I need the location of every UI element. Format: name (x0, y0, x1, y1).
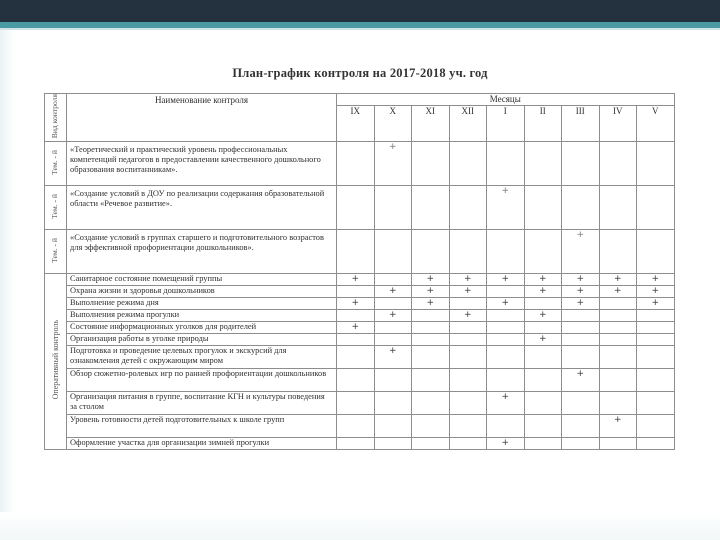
month-cell (374, 274, 412, 286)
month-header: III (562, 106, 600, 142)
month-cell: + (524, 286, 562, 298)
month-cell: + (487, 274, 525, 286)
control-name: Выполнение режима дня (67, 298, 337, 310)
slide-top-bar (0, 0, 720, 22)
month-header: II (524, 106, 562, 142)
month-cell (599, 322, 637, 334)
month-cell (599, 310, 637, 322)
month-header: IV (599, 106, 637, 142)
month-cell (412, 334, 450, 346)
month-header: IX (337, 106, 375, 142)
month-cell (599, 142, 637, 186)
month-cell (637, 438, 675, 450)
month-cell (562, 392, 600, 415)
month-cell: + (374, 286, 412, 298)
slide-accent-stripe-thin (0, 28, 720, 30)
month-cell: + (449, 310, 487, 322)
month-cell (487, 369, 525, 392)
month-cell (524, 392, 562, 415)
month-cell: + (337, 274, 375, 286)
month-cell (487, 142, 525, 186)
month-cell (374, 438, 412, 450)
month-cell: + (337, 298, 375, 310)
month-cell (487, 322, 525, 334)
month-cell (449, 298, 487, 310)
month-cell: + (449, 274, 487, 286)
month-cell: + (562, 369, 600, 392)
month-cell (337, 438, 375, 450)
month-cell (524, 346, 562, 369)
document-title: План-график контроля на 2017-2018 уч. год (232, 66, 488, 80)
month-cell (562, 415, 600, 438)
month-cell (599, 298, 637, 310)
table-row (45, 286, 675, 298)
month-cell: + (449, 286, 487, 298)
month-cell (412, 438, 450, 450)
table-body (45, 142, 675, 450)
month-cell: + (562, 230, 600, 274)
month-cell (524, 186, 562, 230)
month-cell: + (374, 310, 412, 322)
month-cell: + (562, 274, 600, 286)
control-name: Оформление участка для организации зимней прогулки (67, 438, 337, 450)
month-header: XII (449, 106, 487, 142)
month-cell: + (599, 415, 637, 438)
control-name: Санитарное состояние помещений группы (67, 274, 337, 286)
month-cell (637, 310, 675, 322)
month-cell (637, 142, 675, 186)
month-cell (524, 415, 562, 438)
table-row (45, 186, 675, 230)
month-cell (412, 186, 450, 230)
control-name: Подготовка и проведение целевых прогулок и экскурсий для ознакомления детей с окружающим миром (67, 346, 337, 369)
month-cell (449, 392, 487, 415)
month-cell (449, 346, 487, 369)
month-cell (337, 334, 375, 346)
control-name: «Создание условий в группах старшего и подготовительного возрастов для эффективной профориентации дошкольников». (67, 230, 337, 274)
table-row (45, 274, 675, 286)
month-cell (599, 186, 637, 230)
table-row (45, 298, 675, 310)
month-cell: + (562, 286, 600, 298)
table-row (45, 230, 675, 274)
month-cell (374, 298, 412, 310)
month-cell: + (524, 274, 562, 286)
thematic-type-cell: Тем. - й (45, 186, 67, 230)
month-cell (374, 186, 412, 230)
table-row (45, 392, 675, 415)
month-header: XI (412, 106, 450, 142)
month-cell: + (637, 298, 675, 310)
control-name: Организация питания в группе, воспитание КГН и культуры поведения за столом (67, 392, 337, 415)
month-cell: + (599, 274, 637, 286)
month-cell (337, 186, 375, 230)
month-cell: + (487, 438, 525, 450)
month-cell (524, 298, 562, 310)
month-cell (412, 346, 450, 369)
control-name: Выполнения режима прогулки (67, 310, 337, 322)
control-name: «Создание условий в ДОУ по реализации содержания образовательной области «Речевое развитие». (67, 186, 337, 230)
control-name: Состояние информационных уголков для родителей (67, 322, 337, 334)
month-cell (637, 230, 675, 274)
month-cell (449, 186, 487, 230)
table-row (45, 142, 675, 186)
table-row (45, 310, 675, 322)
month-cell (337, 286, 375, 298)
month-cell (637, 369, 675, 392)
month-cell (337, 142, 375, 186)
header-control-type: Вид контроля (45, 94, 67, 142)
month-cell: + (487, 186, 525, 230)
table-row (45, 346, 675, 369)
month-cell (374, 334, 412, 346)
month-cell (449, 142, 487, 186)
thematic-type-cell: Тем. - й (45, 230, 67, 274)
month-cell (599, 346, 637, 369)
month-cell (487, 286, 525, 298)
header-control-name: Наименование контроля (67, 94, 337, 142)
month-cell (637, 322, 675, 334)
month-cell (637, 334, 675, 346)
table-row (45, 322, 675, 334)
month-header: I (487, 106, 525, 142)
month-cell: + (337, 322, 375, 334)
month-cell (374, 392, 412, 415)
month-cell (449, 230, 487, 274)
month-cell (599, 438, 637, 450)
table-row (45, 334, 675, 346)
month-cell (562, 142, 600, 186)
month-cell (449, 322, 487, 334)
month-cell (449, 415, 487, 438)
slide-left-edge (0, 30, 14, 540)
month-cell: + (524, 310, 562, 322)
control-plan-table (44, 93, 675, 450)
month-cell (449, 369, 487, 392)
month-cell (562, 322, 600, 334)
month-cell (562, 186, 600, 230)
month-cell: + (599, 286, 637, 298)
month-cell (374, 230, 412, 274)
month-cell (637, 346, 675, 369)
month-cell: + (374, 142, 412, 186)
month-cell (524, 142, 562, 186)
month-cell: + (487, 392, 525, 415)
month-cell (412, 142, 450, 186)
month-cell (374, 415, 412, 438)
month-cell (412, 392, 450, 415)
month-cell (449, 334, 487, 346)
month-cell (412, 369, 450, 392)
month-cell (337, 346, 375, 369)
month-cell (524, 230, 562, 274)
month-cell: + (562, 298, 600, 310)
table-row (45, 369, 675, 392)
month-cell: + (487, 298, 525, 310)
month-cell (562, 334, 600, 346)
month-cell (562, 438, 600, 450)
table-row (45, 438, 675, 450)
month-cell (487, 334, 525, 346)
month-cell (524, 369, 562, 392)
month-cell (412, 310, 450, 322)
month-cell (412, 322, 450, 334)
month-cell (487, 346, 525, 369)
month-cell: + (412, 274, 450, 286)
month-header: V (637, 106, 675, 142)
control-name: Уровень готовности детей подготовительных к школе групп (67, 415, 337, 438)
month-cell (337, 415, 375, 438)
month-cell: + (412, 298, 450, 310)
control-name: «Теоретический и практический уровень профессиональных компетенций педагогов в предоставлении качественного дошкольного образования воспитанникам». (67, 142, 337, 186)
month-cell: + (637, 286, 675, 298)
month-cell (562, 310, 600, 322)
table-header (45, 94, 675, 142)
month-cell (449, 438, 487, 450)
month-cell (374, 369, 412, 392)
slide-bottom-edge (0, 512, 720, 540)
month-cell (374, 322, 412, 334)
month-cell (337, 369, 375, 392)
control-name: Охрана жизни и здоровья дошкольников (67, 286, 337, 298)
month-cell (524, 322, 562, 334)
month-cell (599, 369, 637, 392)
month-cell (599, 334, 637, 346)
control-name: Организация работы в уголке природы (67, 334, 337, 346)
month-cell: + (524, 334, 562, 346)
month-cell (599, 230, 637, 274)
month-cell (637, 415, 675, 438)
header-months: Месяцы (337, 94, 675, 106)
month-cell (562, 346, 600, 369)
month-cell (524, 438, 562, 450)
month-cell (487, 230, 525, 274)
month-header: X (374, 106, 412, 142)
table-row (45, 415, 675, 438)
month-cell (337, 310, 375, 322)
month-cell: + (412, 286, 450, 298)
month-cell (637, 186, 675, 230)
month-cell (412, 415, 450, 438)
month-cell (637, 392, 675, 415)
month-cell: + (374, 346, 412, 369)
control-name: Обзор сюжетно-ролевых игр по ранней профориентации дошкольников (67, 369, 337, 392)
thematic-type-cell: Тем. - й (45, 142, 67, 186)
month-cell (337, 392, 375, 415)
month-cell: + (637, 274, 675, 286)
month-cell (487, 310, 525, 322)
month-cell (599, 392, 637, 415)
month-cell (412, 230, 450, 274)
operational-type-cell: Оперативный контроль (45, 274, 67, 450)
month-cell (487, 415, 525, 438)
month-cell (337, 230, 375, 274)
